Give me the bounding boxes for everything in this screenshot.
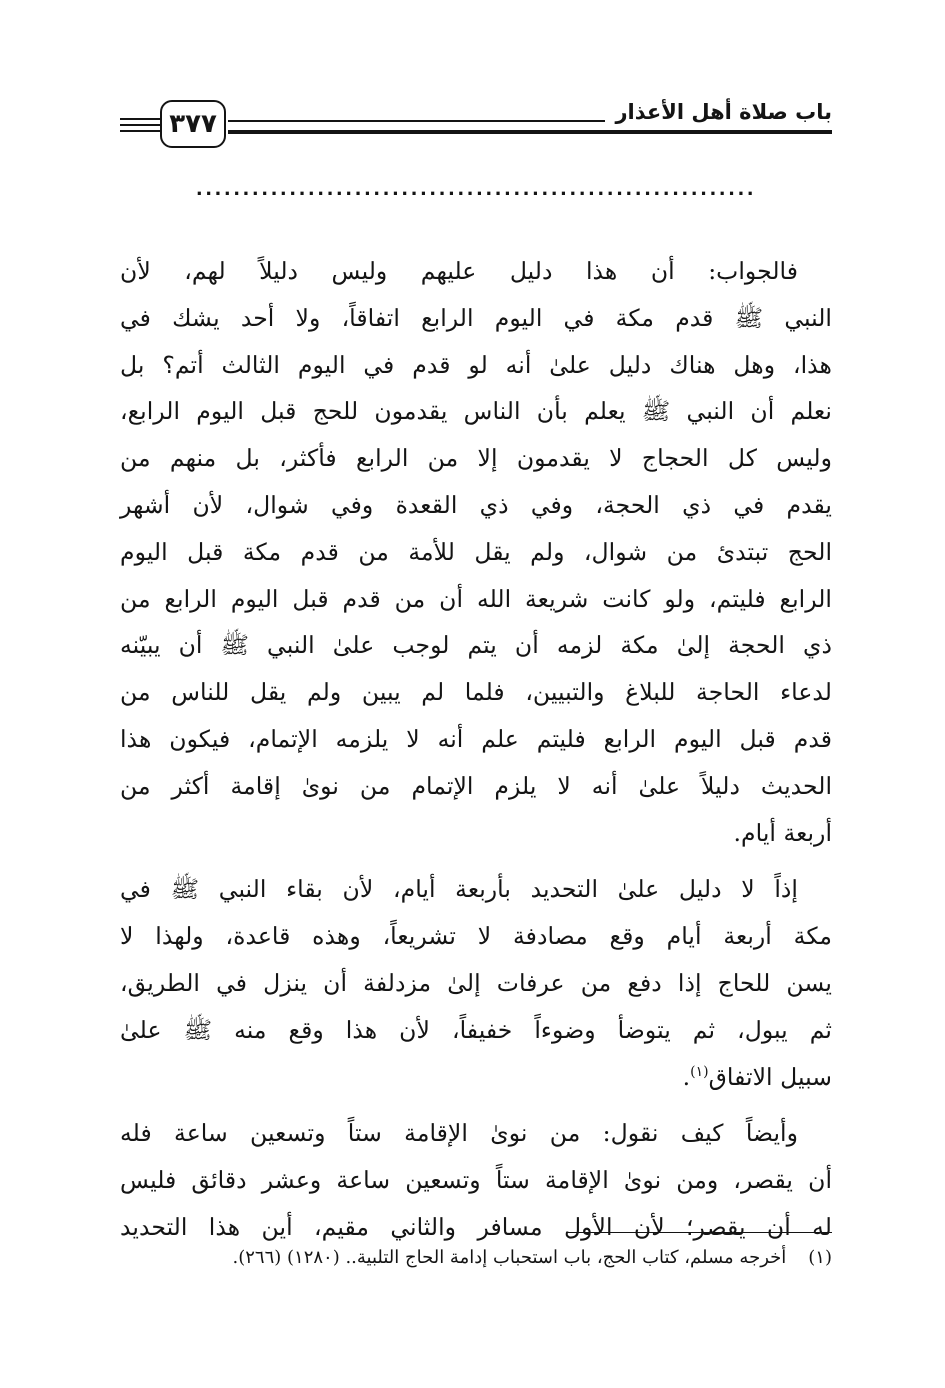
header-rule — [228, 130, 832, 134]
text-line: يقدم في ذي الحجة، وفي ذي القعدة وفي شوال، لأن أشهر — [120, 490, 832, 519]
text-line: أربعة أيام. — [733, 818, 832, 847]
header-rule — [120, 130, 160, 132]
text-line: ثم يبول، ثم يتوضأ وضوءاً خفيفاً، لأن هذا وقع منه ﷺ علىٰ — [120, 1015, 832, 1044]
header-rule — [120, 118, 160, 120]
chapter-title: باب صلاة أهل الأعذار — [605, 100, 832, 124]
text-line: وأيضاً كيف نقول: من نوىٰ الإقامة ستاً وتسعين ساعة فله — [120, 1119, 798, 1148]
footnote-rule — [566, 1232, 832, 1233]
footnote-number: (١) — [808, 1247, 832, 1268]
text-line: مكة أربعة أيام وقع مصادفة لا تشريعاً، وهذه قاعدة، ولهذا لا — [120, 922, 832, 951]
footnote-reference[interactable]: (١) — [690, 1063, 709, 1080]
text-line: إذاً لا دليل علىٰ التحديد بأربعة أيام، لأن بقاء النبي ﷺ في — [120, 875, 798, 904]
text-line: الرابع فليتم، ولو كانت شريعة الله أن من قدم قبل اليوم الرابع من — [120, 584, 832, 613]
text-line: الحج تبتدئ من شوال، ولم يقل للأمة من قدم مكة قبل اليوم — [120, 537, 832, 566]
footnote-text: أخرجه مسلم، كتاب الحج، باب استحباب إدامة الحاج التلبية.. (١٢٨٠) (٢٦٦). — [232, 1247, 787, 1268]
text-line-with-footnote — [120, 1054, 832, 1101]
text-line: سبيل الاتفاق — [708, 1062, 832, 1091]
text-line: الحديث دليلاً علىٰ أنه لا يلزم الإتمام من نوىٰ إقامة أكثر من — [120, 771, 832, 800]
text-line: نعلم أن النبي ﷺ يعلم بأن الناس يقدمون للحج قبل اليوم الرابع، — [120, 397, 832, 426]
paragraph-gap — [120, 856, 832, 866]
header-rule — [120, 124, 160, 126]
text-line: ذي الحجة إلىٰ مكة لزمه أن يتم لوجب علىٰ النبي ﷺ أن يبيّنه — [120, 631, 832, 660]
footnote — [120, 1242, 832, 1274]
text-line: قدم قبل اليوم الرابع فليتم علم أنه لا يلزمه الإتمام، فيكون هذا — [120, 724, 832, 753]
text-line: هذا، وهل هناك دليل علىٰ أنه لو قدم في اليوم الثالث أتم؟ بل — [120, 350, 832, 379]
page-number: ٣٧٧ — [160, 100, 226, 148]
text-line: أن يقصر، ومن نوىٰ الإقامة ستاً وتسعين ساعة وعشر دقائق فليس — [120, 1166, 832, 1195]
body-text — [120, 248, 832, 1251]
sentence-end: . — [682, 1062, 691, 1091]
text-line: لدعاء الحاجة للبلاغ والتبيين، فلما لم يبين ولم يقل للناس من — [120, 678, 832, 707]
text-line: فالجواب: أن هذا دليل عليهم وليس دليلاً لهم، لأن — [120, 257, 798, 285]
text-line: وليس كل الحجاج لا يقدمون إلا من الرابع فأكثر، بل منهم من — [120, 444, 832, 473]
text-line: النبي ﷺ قدم مكة في اليوم الرابع اتفاقاً، ولا أحد يشك في — [120, 303, 832, 332]
paragraph-gap — [120, 1100, 832, 1110]
dotted-separator: ............................................................ — [195, 179, 757, 200]
running-header — [120, 100, 832, 156]
text-line: يسن للحاج إذا دفع من عرفات إلىٰ مزدلفة أن ينزل في الطريق، — [120, 968, 832, 997]
text-line: له أن يقصر؛ لأن الأول مسافر والثاني مقيم، أين هذا التحديد — [120, 1212, 832, 1241]
